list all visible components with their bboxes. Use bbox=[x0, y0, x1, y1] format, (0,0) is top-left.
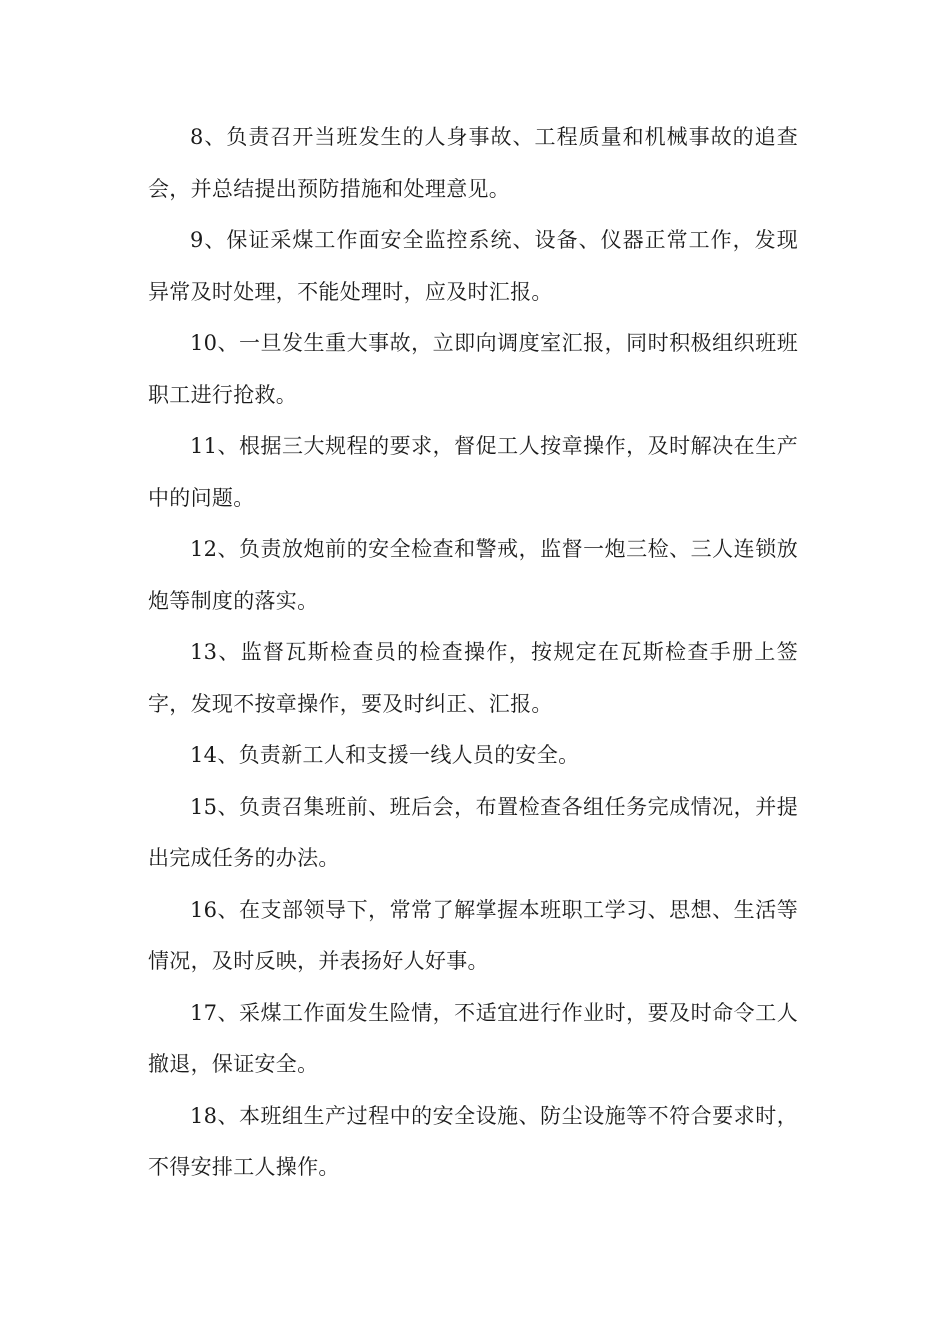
paragraph-15: 15、负责召集班前、班后会，布置检查各组任务完成情况，并提出完成任务的办法。 bbox=[148, 794, 798, 870]
paragraph-9: 9、保证采煤工作面安全监控系统、设备、仪器正常工作，发现异常及时处理，不能处理时，应及时汇报。 bbox=[148, 228, 798, 304]
paragraph-12: 12、负责放炮前的安全检查和警戒，监督一炮三检、三人连锁放炮等制度的落实。 bbox=[148, 537, 798, 613]
paragraph-11: 11、根据三大规程的要求，督促工人按章操作，及时解决在生产中的问题。 bbox=[148, 434, 798, 510]
paragraph-17: 17、采煤工作面发生险情，不适宜进行作业时，要及时命令工人撤退，保证安全。 bbox=[148, 1000, 798, 1076]
paragraph-14: 14、负责新工人和支援一线人员的安全。 bbox=[190, 743, 580, 767]
paragraph-13: 13、监督瓦斯检查员的检查操作，按规定在瓦斯检查手册上签字，发现不按章操作，要及时纠正、汇报。 bbox=[148, 640, 798, 716]
paragraph-10: 10、一旦发生重大事故，立即向调度室汇报，同时积极组织班班职工进行抢救。 bbox=[148, 331, 798, 407]
document-body bbox=[148, 112, 798, 1194]
paragraph-18: 18、本班组生产过程中的安全设施、防尘设施等不符合要求时，不得安排工人操作。 bbox=[148, 1103, 798, 1179]
paragraph-8: 8、负责召开当班发生的人身事故、工程质量和机械事故的追查会，并总结提出预防措施和处理意见。 bbox=[148, 125, 798, 201]
paragraph-16: 16、在支部领导下，常常了解掌握本班职工学习、思想、生活等情况，及时反映，并表扬好人好事。 bbox=[148, 897, 798, 973]
